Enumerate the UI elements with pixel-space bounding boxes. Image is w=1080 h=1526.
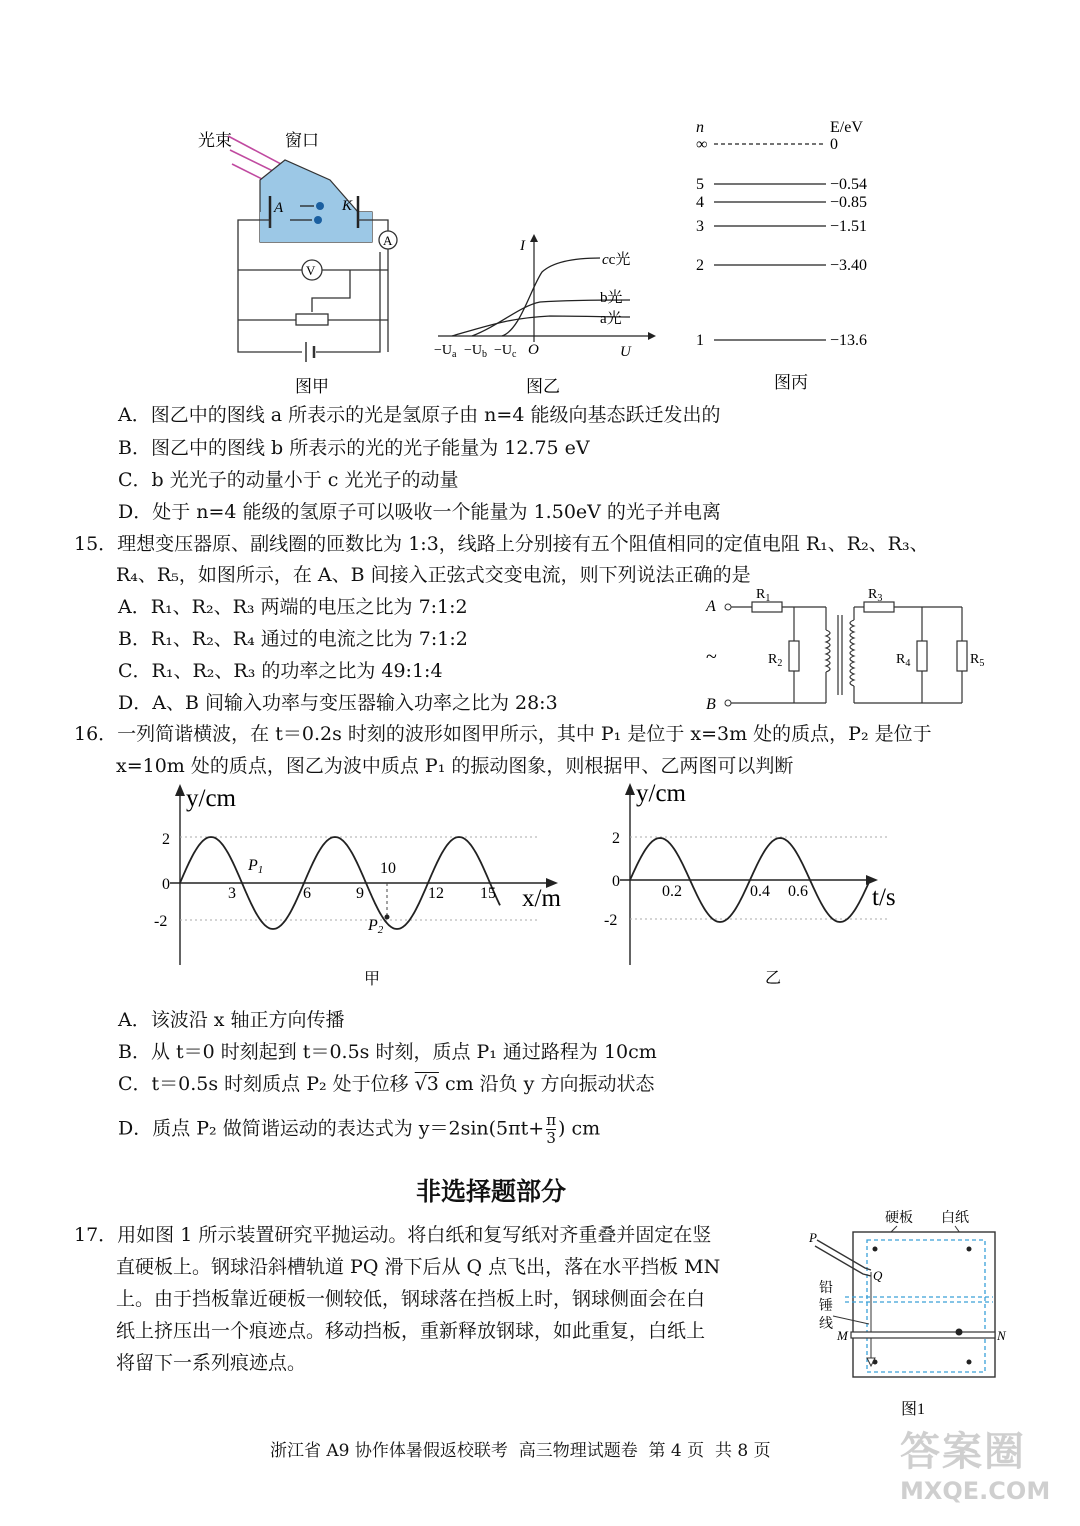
q15-option-c: C．R₁、R₂、R₃ 的功率之比为 49:1:4 [118,660,443,682]
q16-option-d-fraction [546,1112,556,1147]
col-E-label: E/eV [830,119,863,136]
r5-label: $R_5$ [970,652,985,669]
q14-option-b: B．图乙中的图线 b 所表示的光的光子能量为 12.75 eV [118,437,590,459]
jia-ylabel: y/cm [186,785,236,812]
q16-option-d [118,1112,600,1147]
figure-transformer-circuit [700,585,1000,715]
label-P: P [809,1230,817,1245]
page-footer: 浙江省 A9 协作体暑假返校联考 高三物理试题卷 第 4 页 共 8 页 [270,1441,771,1461]
energy-level-E: −1.51 [830,218,868,235]
yi-ylabel: y/cm [636,780,686,807]
voltmeter-label: V [306,263,316,278]
yi-y-tick-0: 0 [612,873,620,890]
q16-option-c-pre: C．t＝0.5s 时刻质点 P₂ 处于位移 [118,1073,415,1095]
q16-option-a: A．该波沿 x 轴正方向传播 [118,1009,345,1031]
label-p1: P1 [248,857,264,876]
q14-option-c: C．b 光光子的动量小于 c 光光子的动量 [118,469,459,491]
yi-y-tick-2: 2 [612,830,620,847]
energy-level-E: −3.40 [830,257,868,274]
energy-level-n: 5 [696,176,704,193]
label-anode-A: A [274,200,284,216]
figure-wave-jia [150,780,590,990]
q17-line-3: 上。由于挡板靠近硬板一侧较低，钢球落在挡板上时，钢球侧面会在白 [116,1288,706,1310]
watermark-bottom: MXQE.COM [900,1477,1051,1505]
label-hard-board: 硬板 [885,1211,913,1226]
jia-x-tick-10: 10 [380,860,396,877]
axis-U-label: U [620,344,631,360]
caption-jia: 甲 [364,971,381,988]
r1-label: $R_1$ [756,587,771,604]
tick-ua: $-U_a$ [434,343,457,360]
origin-label: O [528,342,539,358]
q15-stem-line2: R₄、R₅，如图所示，在 A、B 间接入正弦式交变电流，则下列说法正确的是 [116,564,751,586]
col-n-label: n [696,119,704,136]
watermark-top: 答案圈 [900,1429,1026,1475]
axis-I-label: I [520,238,525,254]
r3-label: $R_3$ [868,587,883,604]
curve-c-label: cc光 [602,252,631,268]
jia-x-tick-3: 3 [228,885,236,902]
section-title: 非选择题部分 [416,1177,567,1206]
q16-option-d-post: ) cm [558,1117,601,1140]
yi-y-tick-neg2: -2 [604,912,618,929]
terminal-A: A [706,598,716,615]
label-N: N [997,1328,1006,1343]
curve-b-label: b光 [600,290,623,306]
terminal-B: B [706,696,716,713]
curve-a-label: a光 [600,311,622,327]
q16-option-c-root: √3 [414,1073,439,1095]
fraction-numerator: π [546,1111,557,1129]
label-plumb-1: 铅 [819,1281,833,1296]
figure-vibration-yi [600,775,920,985]
q17-line-4: 纸上挤压出一个痕迹点。移动挡板，重新释放钢球，如此重复，白纸上 [116,1320,706,1342]
energy-level-E: −13.6 [830,332,868,349]
q16-option-c [118,1072,654,1096]
caption-fig-a: 图甲 [295,377,329,395]
label-p2: P2 [368,917,384,936]
q16-stem-line1: 16．一列简谐横波，在 t＝0.2s 时刻的波形如图甲所示，其中 P₁ 是位于 x=3m 处的质点，P₂ 是位于 [74,723,932,745]
label-white-paper: 白纸 [941,1211,969,1226]
yi-x-tick-0.4: 0.4 [750,883,770,900]
ac-source-symbol: ~ [706,646,717,668]
label-Q: Q [873,1268,883,1283]
q16-option-d-pre: D．质点 P₂ 做简谐运动的表达式为 y＝2sin(5πt+ [118,1117,545,1140]
jia-y-tick-0: 0 [162,876,170,893]
label-cathode-K: K [342,198,353,214]
figure-energy-levels [690,110,900,400]
yi-x-tick-0.6: 0.6 [788,883,808,900]
energy-level-n: 4 [696,194,704,211]
figure-projectile-apparatus [805,1200,1010,1425]
q17-line-2: 直硬板上。钢球沿斜槽轨道 PQ 滑下后从 Q 点飞出，落在水平挡板 MN [116,1256,721,1278]
q16-option-b: B．从 t＝0 时刻起到 t＝0.5s 时刻，质点 P₁ 通过路程为 10cm [118,1041,657,1063]
yi-xlabel: t/s [872,884,896,911]
q15-stem-line1: 15．理想变压器原、副线圈的匝数比为 1:3，线路上分别接有五个阻值相同的定值电阻 R₁、R₂、R₃、 [74,533,929,555]
label-plumb-2: 锤 [819,1299,833,1314]
r2-label: $R_2$ [768,652,783,669]
q15-option-a: A．R₁、R₂、R₃ 两端的电压之比为 7:1:2 [118,596,468,618]
jia-y-tick-2: 2 [162,831,170,848]
energy-level-n: 3 [696,218,704,235]
energy-level-n: 2 [696,257,704,274]
label-plumb-3: 线 [819,1317,833,1332]
ammeter-label: A [383,233,393,248]
jia-x-tick-6: 6 [303,885,311,902]
jia-x-tick-15: 15 [480,885,496,902]
tick-ub: $-U_b$ [464,343,488,360]
energy-level-E: 0 [830,136,838,153]
tick-uc: $-U_c$ [494,343,517,360]
jia-x-tick-12: 12 [428,885,444,902]
yi-x-tick-0.2: 0.2 [662,883,682,900]
label-M: M [837,1328,848,1343]
q17-line-1: 17．用如图 1 所示装置研究平抛运动。将白纸和复写纸对齐重叠并固定在竖 [74,1224,712,1246]
energy-level-E: −0.85 [830,194,868,211]
label-light-beam: 光束 [198,131,232,150]
jia-y-tick-neg2: -2 [154,913,168,930]
q14-option-d: D．处于 n=4 能级的氢原子可以吸收一个能量为 1.50eV 的光子并电离 [118,501,721,523]
caption-yi: 乙 [765,970,782,985]
q16-stem-line2: x=10m 处的质点，图乙为波中质点 P₁ 的振动图象，则根据甲、乙两图可以判断 [116,755,794,777]
q14-option-a: A．图乙中的图线 a 所表示的光是氢原子由 n=4 能级向基态跃迁发出的 [118,404,721,426]
label-window: 窗口 [285,131,319,150]
figure-iu-curves [430,230,660,400]
energy-level-n: 1 [696,332,704,349]
caption-fig-c: 图丙 [774,373,808,392]
energy-level-n: ∞ [696,136,708,153]
fraction-denominator: 3 [546,1129,556,1147]
q17-line-5: 将留下一系列痕迹点。 [116,1352,307,1374]
energy-level-E: −0.54 [830,176,868,193]
caption-fig1: 图1 [901,1401,926,1418]
q15-option-b: B．R₁、R₂、R₄ 通过的电流之比为 7:1:2 [118,628,468,650]
q15-option-d: D．A、B 间输入功率与变压器输入功率之比为 28:3 [118,692,558,714]
figure-photoelectric-circuit [190,120,420,395]
jia-x-tick-9: 9 [356,885,364,902]
q16-option-c-post: cm 沿负 y 方向振动状态 [438,1073,655,1095]
jia-xlabel: x/m [522,885,561,912]
watermark-logo [900,1420,1060,1520]
caption-fig-b: 图乙 [526,377,560,396]
r4-label: $R_4$ [896,652,911,669]
